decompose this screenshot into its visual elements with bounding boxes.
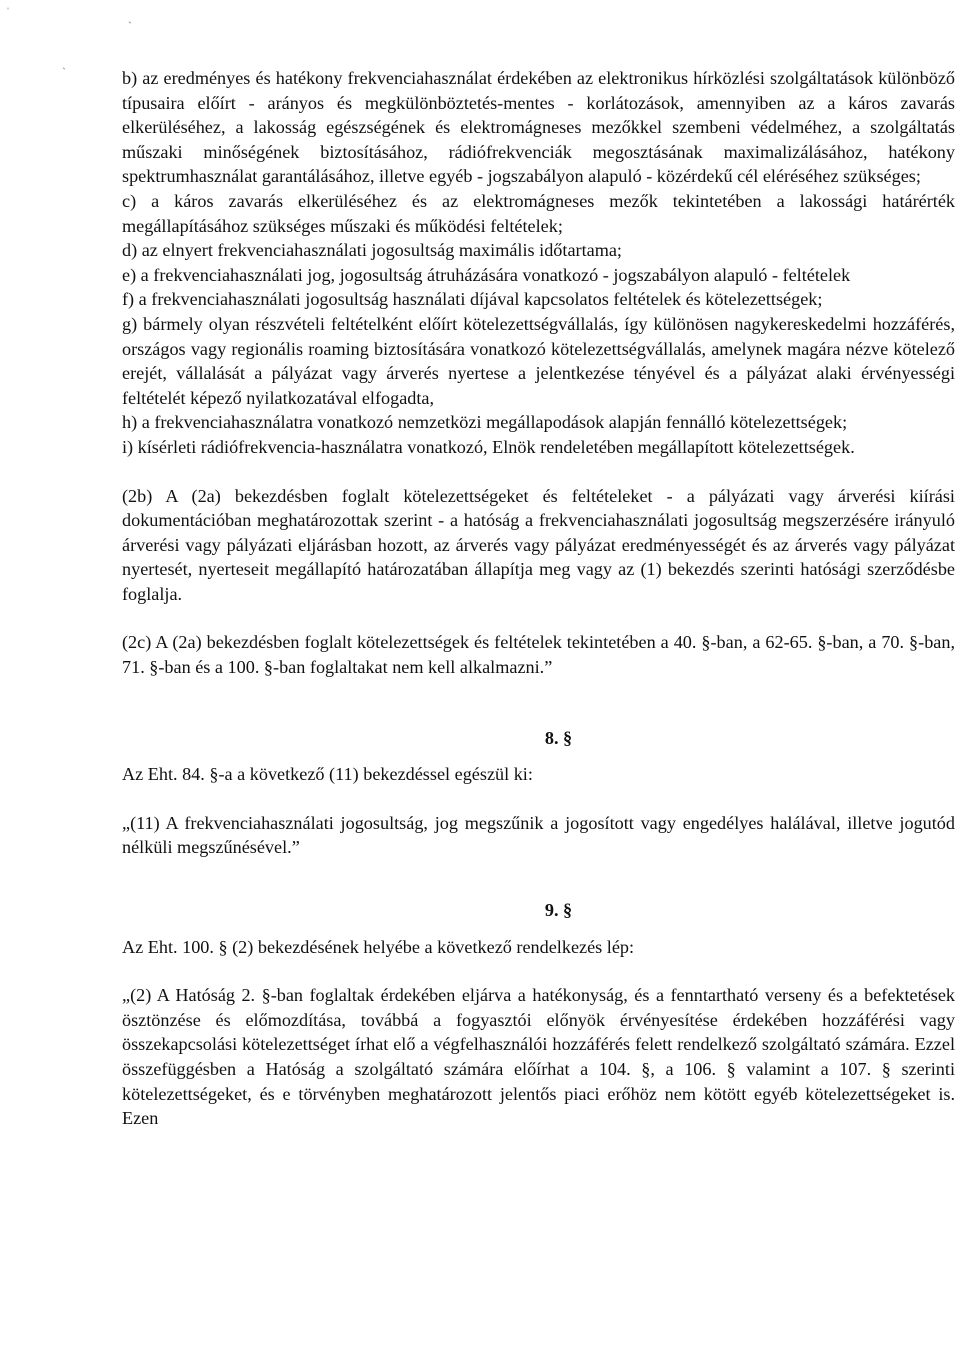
section-8-intro: Az Eht. 84. §-a a következő (11) bekezdéssel egészül ki: bbox=[122, 764, 533, 785]
paragraph-2c: (2c) A (2a) bekezdésben foglalt kötelezettségek és feltételek tekintetében a 40. §-ban, a 62-65. §-ban, a 70. §-ban, 71. §-ban és a 100. §-ban foglaltakat nem kell alkalmazni.” bbox=[122, 632, 955, 678]
scan-mark: ˈ bbox=[6, 5, 10, 19]
document-page bbox=[122, 66, 955, 1131]
section-8-text: „(11) A frekvenciahasználati jogosultság, jog megszűnik a jogosított vagy engedélyes halálával, illetve jogutód nélküli megszűnésével.” bbox=[122, 812, 955, 858]
item-c: c) a káros zavarás elkerüléséhez és az elektromágneses mezők tekintetében a lakossági határérték megállapításához szükséges műszaki és működési feltételek; bbox=[122, 190, 955, 236]
scan-mark: ˋ bbox=[62, 65, 66, 79]
scan-mark: ˋ bbox=[128, 19, 132, 33]
section-9-heading: 9. § bbox=[544, 900, 573, 921]
item-i: i) kísérleti rádiófrekvencia-használatra vonatkozó, Elnök rendeletében megállapított kötelezettségek. bbox=[122, 436, 855, 457]
item-d: d) az elnyert frekvenciahasználati jogosultság maximális időtartama; bbox=[122, 240, 622, 261]
item-h: h) a frekvenciahasználatra vonatkozó nemzetközi megállapodások alapján fennálló kötelezettségek; bbox=[122, 412, 848, 433]
section-8-heading: 8. § bbox=[544, 727, 573, 748]
item-f: f) a frekvenciahasználati jogosultság használati díjával kapcsolatos feltételek és kötelezettségek; bbox=[122, 289, 823, 310]
item-b: b) az eredményes és hatékony frekvenciahasználat érdekében az elektronikus hírközlési szolgáltatások különböző típusaira előírt - arányos és megkülönböztetés-mentes - korlátozások, amennyiben az a káros zavarás elkerüléséhez, a lakosság egészségének és elektromágneses mezőkkel szembeni védelméhez, a szolgáltatás műszaki minőségének biztosításához, rádiófrekvenciák megosztásának maximalizálásához, hatékony spektrumhasználat garantálásához, illetve egyéb - jogszabályon alapuló - közérdekű cél eléréséhez szükséges; bbox=[122, 68, 955, 187]
paragraph-2b: (2b) A (2a) bekezdésben foglalt kötelezettségeket és feltételeket - a pályázati vagy árverési kiírási dokumentációban meghatározottak szerint - a hatóság a frekvenciahasználati jogosultság megszerzésére irányuló árverési vagy pályázati eljárásban hozott, az árverés vagy pályázat eredményességét és az árverés vagy pályázat nyertesét, nyerteseit megállapító határozatában állapítja meg vagy az (1) bekezdés szerinti hatósági szerződésbe foglalja. bbox=[122, 485, 955, 604]
section-9-intro: Az Eht. 100. § (2) bekezdésének helyébe a következő rendelkezés lép: bbox=[122, 936, 635, 957]
item-g: g) bármely olyan részvételi feltételként előírt kötelezettségvállalás, így különösen nagykereskedelmi hozzáférés, országos vagy regionális roaming biztosítására vonatkozó kötelezettségvállalás, amelynek magára nézve kötelező erejét, vállalását a pályázat vagy árverés nyertese a jelentkezése tényével és a pályázat alaki érvényességi feltételét képező nyilatkozatával elfogadta, bbox=[122, 313, 955, 408]
section-9-text: „(2) A Hatóság 2. §-ban foglaltak érdekében eljárva a hatékonyság, és a fenntartható verseny és a befektetések ösztönzése és előmozdítása, továbbá a fogyasztói előnyök érvényesítése érdekében hozzáférési vagy összekapcsolási kötelezettséget írhat elő a végfelhasználói hozzáférés felett rendelkező szolgáltató számára. Ezzel összefüggésben a Hatóság a szolgáltató számára előírhat a 104. §, a 106. § valamint a 107. § szerinti kötelezettségeket, és e törvényben meghatározott jelentős piaci erőhöz nem kötött egyéb kötelezettségeket is. Ezen bbox=[122, 985, 955, 1129]
item-e: e) a frekvenciahasználati jog, jogosultság átruházására vonatkozó - jogszabályon alapuló - feltételek bbox=[122, 264, 851, 285]
